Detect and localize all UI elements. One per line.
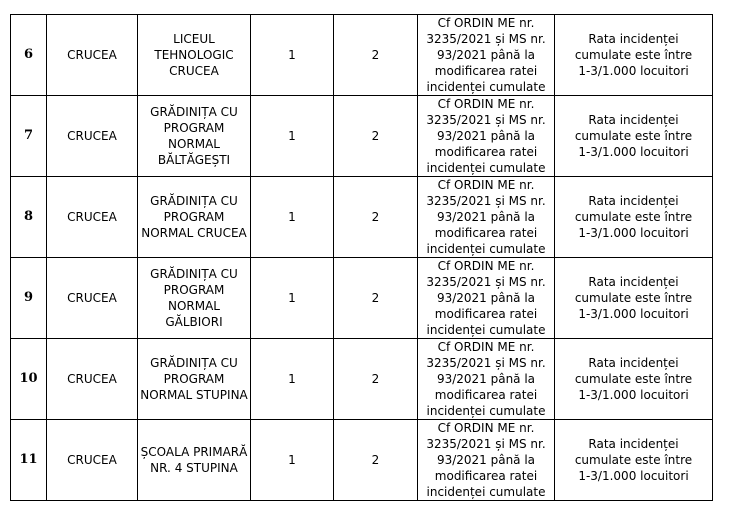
incidence-rate-cell	[555, 96, 713, 177]
table-row	[11, 258, 713, 339]
school-unit-cell-text: GRĂDINIȚA CU PROGRAM NORMAL STUPINA	[140, 356, 248, 402]
value-2-cell-text: 2	[371, 210, 380, 224]
value-1-cell	[251, 177, 334, 258]
value-1-cell	[251, 15, 334, 96]
value-2-cell-text: 2	[371, 453, 380, 467]
locality-cell	[47, 420, 138, 501]
value-1-cell-text: 1	[288, 129, 296, 143]
locality-cell-text: CRUCEA	[67, 210, 117, 224]
order-reference-cell	[418, 96, 555, 177]
row-number	[11, 15, 47, 96]
value-2-cell	[334, 420, 418, 501]
table-row	[11, 15, 713, 96]
table-row	[11, 177, 713, 258]
row-number	[11, 420, 47, 501]
locality-cell-text: CRUCEA	[67, 129, 117, 143]
value-1-cell	[251, 96, 334, 177]
value-1-cell	[251, 258, 334, 339]
locality-cell	[47, 258, 138, 339]
order-reference-cell-text: Cf ORDIN ME nr. 3235/2021 și MS nr. 93/2021 până la modificarea ratei incidenței cumulate	[426, 259, 546, 337]
incidence-rate-cell-text: Rata incidenței cumulate este între 1-3/1.000 locuitori	[574, 194, 693, 240]
incidence-rate-cell-text: Rata incidenței cumulate este între 1-3/1.000 locuitori	[574, 437, 693, 483]
locality-cell-text: CRUCEA	[67, 372, 117, 386]
order-reference-cell	[418, 258, 555, 339]
value-2-cell-text: 2	[371, 291, 380, 305]
incidence-rate-cell	[555, 15, 713, 96]
value-2-cell	[334, 96, 418, 177]
row-number-text: 6	[23, 47, 34, 62]
incidence-rate-cell	[555, 177, 713, 258]
row-number	[11, 258, 47, 339]
value-1-cell	[251, 339, 334, 420]
table-row	[11, 420, 713, 501]
locality-cell	[47, 96, 138, 177]
value-1-cell-text: 1	[288, 210, 296, 224]
locality-cell-text: CRUCEA	[67, 291, 117, 305]
school-unit-cell	[138, 15, 251, 96]
value-1-cell-text: 1	[288, 372, 296, 386]
value-2-cell-text: 2	[371, 129, 380, 143]
value-2-cell-text: 2	[371, 48, 380, 62]
table-row	[11, 339, 713, 420]
incidence-rate-cell-text: Rata incidenței cumulate este între 1-3/1.000 locuitori	[574, 275, 693, 321]
order-reference-cell	[418, 15, 555, 96]
row-number-text: 7	[23, 128, 34, 143]
order-reference-cell-text: Cf ORDIN ME nr. 3235/2021 și MS nr. 93/2021 până la modificarea ratei incidenței cumulate	[426, 97, 546, 175]
school-unit-cell	[138, 258, 251, 339]
incidence-rate-cell-text: Rata incidenței cumulate este între 1-3/1.000 locuitori	[574, 113, 693, 159]
school-unit-cell-text: GRĂDINIȚA CU PROGRAM NORMAL GĂLBIORI	[150, 267, 238, 329]
row-number	[11, 177, 47, 258]
row-number-text: 8	[23, 209, 34, 224]
order-reference-cell-text: Cf ORDIN ME nr. 3235/2021 și MS nr. 93/2021 până la modificarea ratei incidenței cumulate	[426, 340, 546, 418]
incidence-rate-cell	[555, 339, 713, 420]
value-2-cell	[334, 258, 418, 339]
order-reference-cell	[418, 420, 555, 501]
school-unit-cell-text: GRĂDINIȚA CU PROGRAM NORMAL BĂLTĂGEȘTI	[150, 105, 238, 167]
value-2-cell-text: 2	[371, 372, 380, 386]
order-reference-cell-text: Cf ORDIN ME nr. 3235/2021 și MS nr. 93/2021 până la modificarea ratei incidenței cumulate	[426, 16, 546, 94]
incidence-rate-cell	[555, 420, 713, 501]
order-reference-cell	[418, 177, 555, 258]
value-1-cell-text: 1	[288, 453, 296, 467]
school-unit-cell	[138, 420, 251, 501]
order-reference-cell-text: Cf ORDIN ME nr. 3235/2021 și MS nr. 93/2021 până la modificarea ratei incidenței cumulate	[426, 178, 546, 256]
incidence-rate-cell-text: Rata incidenței cumulate este între 1-3/1.000 locuitori	[574, 356, 693, 402]
school-unit-cell-text: GRĂDINIȚA CU PROGRAM NORMAL CRUCEA	[141, 194, 247, 240]
order-reference-cell	[418, 339, 555, 420]
row-number-text: 11	[19, 452, 38, 467]
incidence-rate-cell	[555, 258, 713, 339]
value-1-cell-text: 1	[288, 48, 296, 62]
value-2-cell	[334, 177, 418, 258]
locality-cell	[47, 15, 138, 96]
school-unit-cell	[138, 339, 251, 420]
locality-cell	[47, 339, 138, 420]
order-reference-cell-text: Cf ORDIN ME nr. 3235/2021 și MS nr. 93/2021 până la modificarea ratei incidenței cumulate	[426, 421, 546, 499]
row-number	[11, 96, 47, 177]
value-1-cell	[251, 420, 334, 501]
locality-cell-text: CRUCEA	[67, 48, 117, 62]
school-unit-cell-text: ȘCOALA PRIMARĂ NR. 4 STUPINA	[140, 445, 248, 475]
row-number-text: 9	[23, 290, 34, 305]
school-unit-cell	[138, 96, 251, 177]
incidence-rate-cell-text: Rata incidenței cumulate este între 1-3/1.000 locuitori	[574, 32, 693, 78]
locality-cell-text: CRUCEA	[67, 453, 117, 467]
value-2-cell	[334, 339, 418, 420]
school-unit-cell-text: LICEUL TEHNOLOGIC CRUCEA	[154, 32, 234, 78]
school-unit-cell	[138, 177, 251, 258]
table-row	[11, 96, 713, 177]
locality-cell	[47, 177, 138, 258]
row-number	[11, 339, 47, 420]
schools-table	[10, 14, 713, 501]
value-2-cell	[334, 15, 418, 96]
value-1-cell-text: 1	[288, 291, 296, 305]
row-number-text: 10	[19, 371, 38, 386]
